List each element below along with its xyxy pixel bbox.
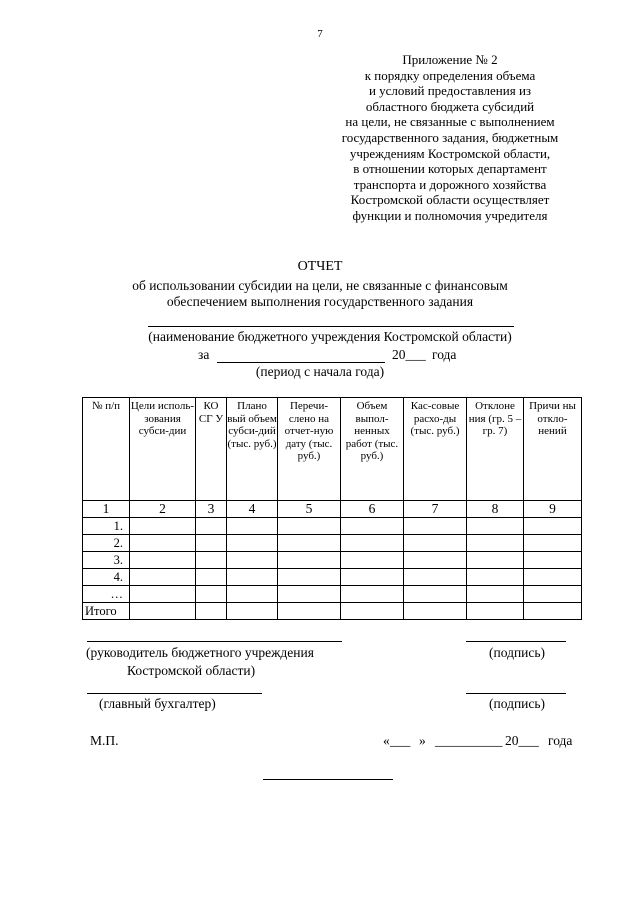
table-total-row [83,603,582,620]
table-cell[interactable] [341,552,404,569]
column-numbers-row [83,501,582,518]
table-cell[interactable] [467,518,524,535]
table-cell[interactable] [467,552,524,569]
appendix-line: в отношении которых департамент [353,161,547,177]
column-number: 8 [467,501,524,518]
table-cell[interactable] [404,518,467,535]
appendix-line: к порядку определения объема [364,67,536,83]
date-suffix: года [548,733,573,748]
table-cell[interactable] [196,535,227,552]
signature-caption: (подпись) [489,645,546,660]
table-cell[interactable] [404,535,467,552]
appendix-line: областного бюджета субсидий [365,98,535,114]
header-cell: Отклоне ния (гр. 5 – гр. 7) [467,398,524,501]
header-cell: Объем выпол-ненных работ (тыс. руб.) [341,398,404,501]
table-cell[interactable] [278,569,341,586]
table-row [83,586,582,603]
table-cell[interactable] [278,518,341,535]
table-cell[interactable] [404,586,467,603]
table-cell[interactable] [341,569,404,586]
period-year: 20___ [392,347,426,362]
total-label: Итого [83,603,130,620]
table-cell[interactable] [467,569,524,586]
table-cell[interactable] [524,552,582,569]
period-prefix: за [198,347,210,362]
seal-label: М.П. [90,733,119,748]
table-cell[interactable] [130,535,196,552]
table-cell[interactable] [467,603,524,620]
appendix-line: функции и полномочия учредителя [352,207,548,223]
table-cell[interactable] [524,535,582,552]
table-cell[interactable] [341,603,404,620]
header-cell: Причи ны откло-нений [524,398,582,501]
appendix-line: Приложение № 2 [402,52,498,67]
table-cell[interactable] [467,586,524,603]
table-row [83,535,582,552]
table-cell[interactable] [278,535,341,552]
table-cell[interactable] [227,518,278,535]
table-header-row [83,398,582,501]
row-label: … [83,586,130,603]
row-label: 3. [83,552,130,569]
signature-caption: (подпись) [489,696,546,711]
institution-caption: (наименование бюджетного учреждения Костромской области) [148,329,512,344]
period-year-suffix: года [432,347,457,362]
table-cell[interactable] [227,552,278,569]
table-cell[interactable] [278,586,341,603]
column-number: 5 [278,501,341,518]
head-caption: (руководитель бюджетного учреждения [86,645,314,660]
head-signature-blank[interactable] [87,641,342,642]
table-cell[interactable] [196,569,227,586]
column-number: 6 [341,501,404,518]
table-cell[interactable] [341,586,404,603]
row-label: 2. [83,535,130,552]
table-cell[interactable] [130,586,196,603]
report-table [82,397,582,620]
column-number: 1 [83,501,130,518]
column-number: 9 [524,501,582,518]
table-cell[interactable] [227,586,278,603]
table-cell[interactable] [524,569,582,586]
row-label: 1. [83,518,130,535]
table-cell[interactable] [467,535,524,552]
table-cell[interactable] [227,535,278,552]
date-year: 20___ [505,733,539,748]
column-number: 3 [196,501,227,518]
table-cell[interactable] [524,518,582,535]
header-cell: № п/п [83,398,130,501]
table-row [83,552,582,569]
table-cell[interactable] [227,569,278,586]
table-cell[interactable] [404,603,467,620]
accountant-signature-line[interactable] [466,693,566,694]
report-subtitle [90,278,550,310]
appendix-line: государственного задания, бюджетным [341,129,559,145]
date-close-quote: » [419,733,426,748]
table-cell[interactable] [130,603,196,620]
table-row [83,518,582,535]
table-cell[interactable] [404,569,467,586]
report-title: ОТЧЕТ [297,259,343,274]
period-caption: (период с начала года) [255,364,385,379]
header-cell: Перечи-слено на отчет-ную дату (тыс. руб.) [278,398,341,501]
head-caption: Костромской области) [127,663,256,678]
appendix-line: транспорта и дорожного хозяйства [353,176,547,192]
appendix-line: Костромской области осуществляет [350,192,550,208]
date-open-quote: « [383,733,390,748]
table-cell[interactable] [524,586,582,603]
report-subtitle-line: обеспечением выполнения государственного задания [166,294,474,309]
report-subtitle-line: об использовании субсидии на цели, не связанные с финансовым [132,278,508,293]
header-cell: КО СГ У [196,398,227,501]
appendix-line: и условий предоставления из [368,83,532,99]
table-cell[interactable] [524,603,582,620]
header-cell: Кас-совые расхо-ды (тыс. руб.) [404,398,467,501]
page-number: 7 [317,28,323,40]
period-blank[interactable] [217,362,385,363]
table-cell[interactable] [227,603,278,620]
column-number: 2 [130,501,196,518]
table-cell[interactable] [130,518,196,535]
column-number: 4 [227,501,278,518]
date-month[interactable]: __________ [435,733,503,748]
row-label: 4. [83,569,130,586]
header-cell: Плано вый объем субси-дий (тыс. руб.) [227,398,278,501]
table-cell[interactable] [130,569,196,586]
appendix-line: на цели, не связанные с выполнением [345,114,555,130]
table-cell[interactable] [278,603,341,620]
table-cell[interactable] [196,603,227,620]
appendix-header [300,52,600,224]
accountant-caption: (главный бухгалтер) [99,696,216,711]
table-cell[interactable] [404,552,467,569]
head-signature-line[interactable] [466,641,566,642]
column-number: 7 [404,501,467,518]
header-cell: Цели исполь-зования субси-дии [130,398,196,501]
table-cell[interactable] [341,518,404,535]
table-cell[interactable] [196,552,227,569]
table-cell[interactable] [196,518,227,535]
table-cell[interactable] [341,535,404,552]
accountant-signature-blank[interactable] [87,693,262,694]
table-cell[interactable] [278,552,341,569]
table-cell[interactable] [196,586,227,603]
closing-divider [263,779,393,780]
table-cell[interactable] [130,552,196,569]
appendix-line: учреждениям Костромской области, [349,145,551,161]
institution-name-blank[interactable] [148,326,514,327]
date-day[interactable]: ___ [390,733,411,748]
table-row [83,569,582,586]
